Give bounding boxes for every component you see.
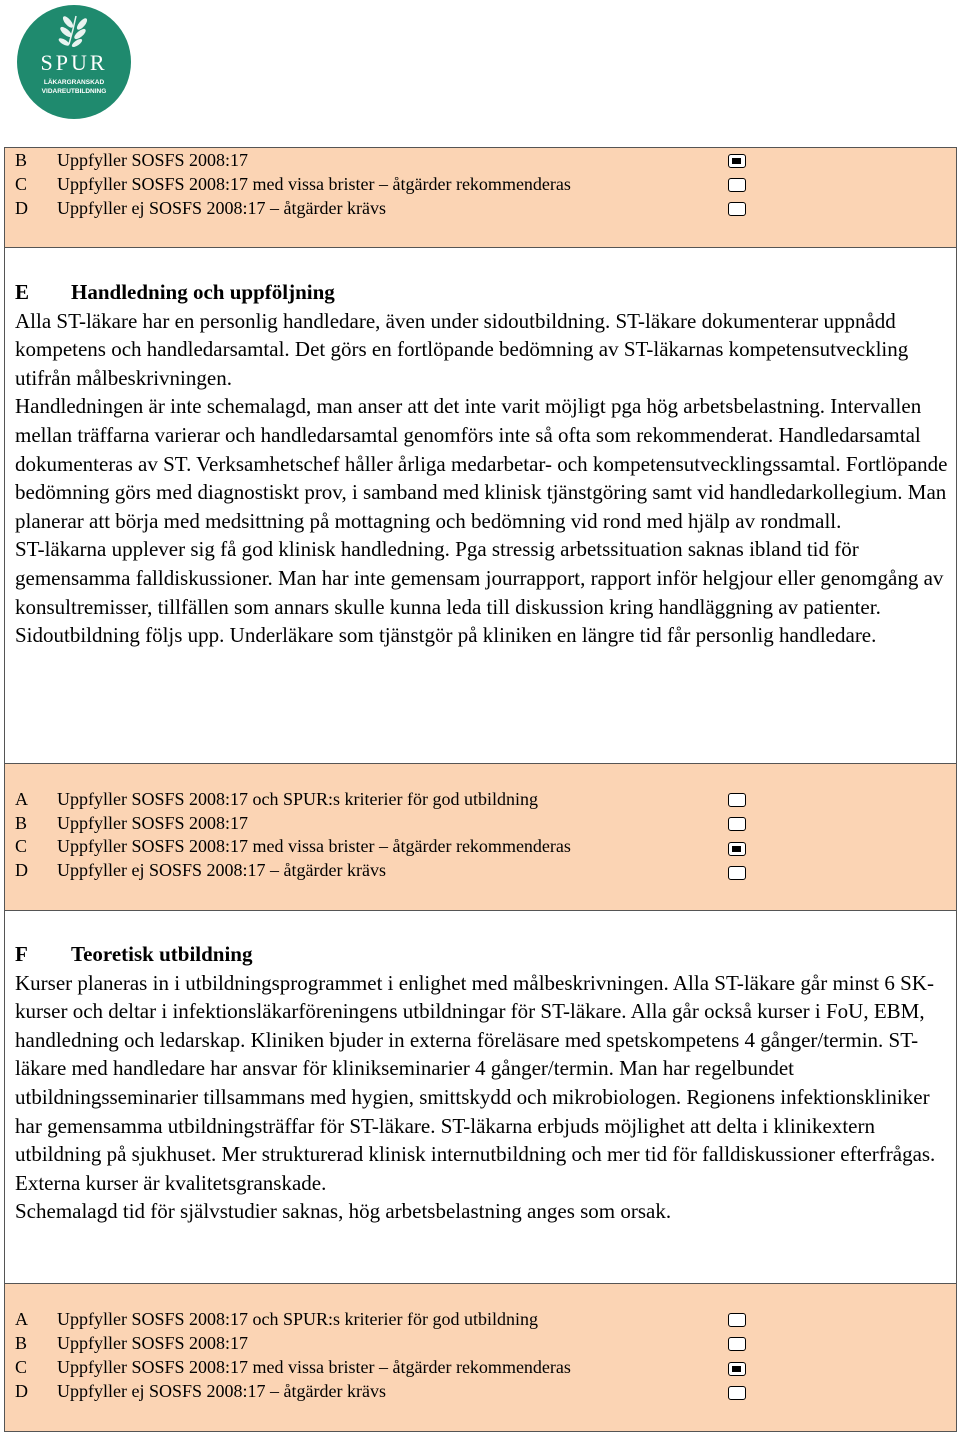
rating-row	[15, 834, 571, 858]
section-paragraph: Externa kurser är kvalitetsgranskade.	[15, 1170, 327, 1195]
rating-text: Uppfyller SOSFS 2008:17	[57, 1333, 249, 1353]
rating-box-top	[5, 148, 956, 248]
section-title: Handledning och uppföljning	[71, 280, 335, 304]
rating-letter: D	[15, 860, 28, 880]
rating-row	[15, 196, 386, 220]
section-heading	[15, 940, 950, 969]
spur-logo	[14, 4, 134, 120]
rating-row	[15, 148, 248, 172]
rating-checkbox[interactable]	[728, 842, 746, 856]
rating-checkbox[interactable]	[728, 1362, 746, 1376]
rating-row	[15, 858, 386, 882]
rating-box-f	[5, 1283, 956, 1431]
rating-row	[15, 172, 571, 196]
section-title: Teoretisk utbildning	[71, 942, 253, 966]
rating-checkbox[interactable]	[728, 202, 746, 216]
rating-text: Uppfyller ej SOSFS 2008:17 – åtgärder krävs	[57, 860, 386, 880]
rating-text: Uppfyller SOSFS 2008:17	[57, 150, 249, 170]
section-paragraph: Alla ST-läkare har en personlig handledare, även under sidoutbildning. ST-läkare dokumenterar uppnådd kompetens och handledarsamtal. Det görs en fortlöpande bedömning av ST-läkarnas kompetensutveckling utifrån målbeskrivningen.	[15, 308, 909, 390]
section-paragraph: ST-läkarna upplever sig få god klinisk handledning. Pga stressig arbetssituation saknas ibland tid för gemensamma falldiskussioner. Man har inte gemensam jourrapport, rapport inför helgjour eller genomgång av konsultremisser, tillfällen som annars skulle kunna leda till diskussion kring handläggning av patienter.	[15, 537, 944, 619]
section-paragraph: Sidoutbildning följs upp. Underläkare som tjänstgör på kliniken en längre tid får personlig handledare.	[15, 623, 877, 648]
section-letter: F	[15, 942, 28, 966]
rating-text: Uppfyller SOSFS 2008:17 och SPUR:s kriterier för god utbildning	[57, 789, 538, 809]
rating-row	[15, 1355, 571, 1379]
rating-text: Uppfyller SOSFS 2008:17 med vissa brister – åtgärder rekommenderas	[57, 174, 571, 194]
logo-text: SPUR	[40, 50, 108, 75]
rating-row	[15, 1379, 386, 1403]
rating-box-e	[5, 763, 956, 911]
section-paragraph: Handledningen är inte schemalagd, man anser att det inte varit möjligt pga hög arbetsbelastning. Intervallen mellan träffarna varierar och handledarsamtal genomförs inte så ofta som rekommenderat. Handledarsamtal dokumenteras av ST. Verksamhetschef håller årliga medarbetar- och kompetensutvecklingssamtal. Fortlöpande bedömning görs med diagnostiskt prov, i samband med klinisk tjänstgöring samt vid handledarkollegium. Man planerar att börja med medsittning på mottagning och bedömning vid rond med hjälp av rondmall.	[15, 394, 948, 533]
rating-checkbox[interactable]	[728, 793, 746, 807]
section-paragraph: Schemalagd tid för självstudier saknas, hög arbetsbelastning anges som orsak.	[15, 1199, 672, 1224]
section-f	[15, 940, 950, 1226]
rating-text: Uppfyller ej SOSFS 2008:17 – åtgärder krävs	[57, 1381, 386, 1401]
rating-text: Uppfyller ej SOSFS 2008:17 – åtgärder krävs	[57, 198, 386, 218]
rating-text: Uppfyller SOSFS 2008:17 och SPUR:s kriterier för god utbildning	[57, 1309, 538, 1329]
rating-row	[15, 1307, 538, 1331]
section-letter: E	[15, 280, 30, 304]
rating-text: Uppfyller SOSFS 2008:17 med vissa brister – åtgärder rekommenderas	[57, 836, 571, 856]
rating-checkbox[interactable]	[728, 154, 746, 168]
rating-row	[15, 1331, 248, 1355]
rating-row	[15, 811, 248, 835]
rating-row	[15, 787, 538, 811]
rating-letter: B	[15, 150, 28, 170]
rating-text: Uppfyller SOSFS 2008:17 med vissa brister – åtgärder rekommenderas	[57, 1357, 571, 1377]
logo-subtext-1: LÄKARGRANSKAD	[43, 79, 105, 86]
rating-letter: C	[15, 174, 28, 194]
rating-letter: B	[15, 813, 28, 833]
rating-checkbox[interactable]	[728, 1337, 746, 1351]
rating-letter: C	[15, 836, 28, 856]
rating-letter: D	[15, 198, 28, 218]
rating-letter: C	[15, 1357, 28, 1377]
rating-checkbox[interactable]	[728, 1313, 746, 1327]
rating-text: Uppfyller SOSFS 2008:17	[57, 813, 249, 833]
rating-letter: B	[15, 1333, 28, 1353]
rating-checkbox[interactable]	[728, 178, 746, 192]
section-paragraph: Kurser planeras in i utbildningsprogrammet i enlighet med målbeskrivningen. Alla ST-läkare går minst 6 SK-kurser och deltar i infektionsläkarföreningens utbildningar för ST-läkare. Alla går också kurser i FoU, EBM, handledning och ledarskap. Kliniken bjuder in externa föreläsare med spetskompetens 4 gånger/termin. ST-läkare med handledare har ansvar för klinikseminarier 4 gånger/termin. Man har regelbundet utbildningsseminarier tillsammans med hygien, smittskydd och mikrobiologen. Regionens infektionskliniker har gemensamma utbildningsträffar för ST-läkare. ST-läkarna erbjuds möjlighet att delta i klinikextern utbildning på sjukhuset. Mer strukturerad klinisk internutbildning och mer tid för falldiskussioner efterfrågas.	[15, 970, 936, 1167]
rating-checkbox[interactable]	[728, 866, 746, 880]
rating-letter: A	[15, 1309, 28, 1329]
rating-letter: D	[15, 1381, 28, 1401]
rating-checkbox[interactable]	[728, 1386, 746, 1400]
rating-letter: A	[15, 789, 28, 809]
section-e	[15, 278, 950, 650]
logo-subtext-2: VIDAREUTBILDNING	[41, 88, 107, 95]
section-heading	[15, 278, 950, 307]
rating-checkbox[interactable]	[728, 817, 746, 831]
